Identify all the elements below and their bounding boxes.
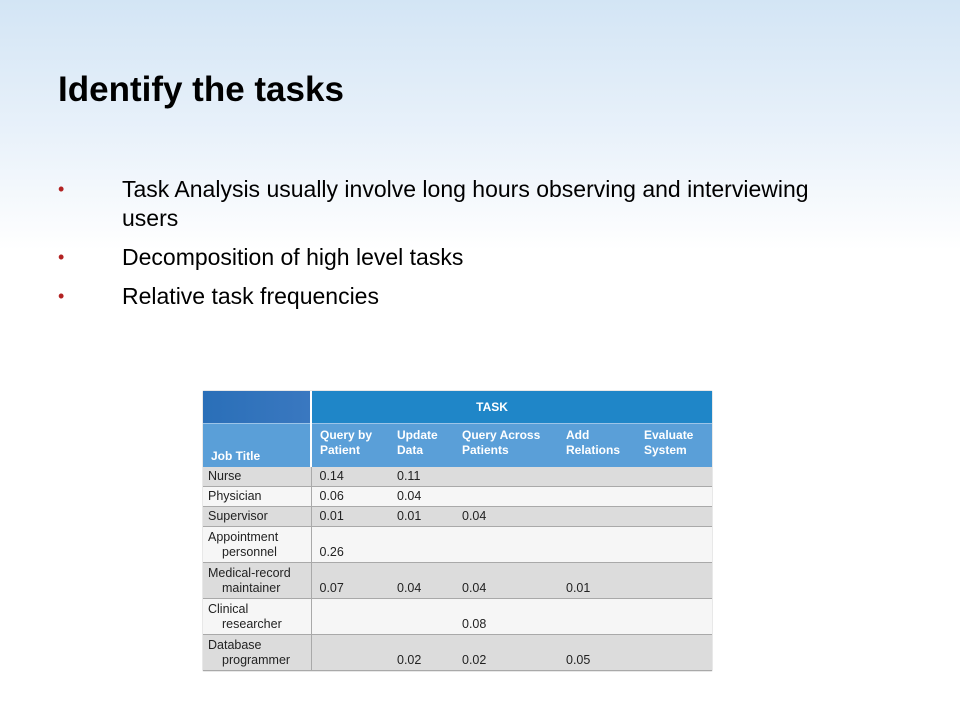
frequency-cell: 0.07 — [311, 563, 389, 599]
table-row — [203, 507, 712, 527]
frequency-cell — [558, 467, 636, 487]
bullet-list — [58, 175, 858, 321]
frequency-cell — [454, 527, 558, 563]
frequency-cell — [558, 599, 636, 635]
frequency-cell: 0.26 — [311, 527, 389, 563]
column-header: Add Relations — [558, 424, 636, 468]
column-header: Query Across Patients — [454, 424, 558, 468]
frequency-cell: 0.02 — [454, 635, 558, 671]
job-title-cell: Medical-record maintainer — [203, 563, 311, 599]
frequency-cell: 0.04 — [389, 487, 454, 507]
frequency-cell: 0.06 — [311, 487, 389, 507]
bullet-dot-icon: • — [58, 179, 65, 199]
bullet-item — [58, 282, 858, 311]
frequency-cell: 0.14 — [311, 467, 389, 487]
job-title-header: Job Title — [203, 424, 311, 468]
job-title-cell: Clinical researcher — [203, 599, 311, 635]
frequency-cell — [389, 527, 454, 563]
column-header: Update Data — [389, 424, 454, 468]
frequency-cell: 0.08 — [454, 599, 558, 635]
job-title-cell: Physician — [203, 487, 311, 507]
column-header: Query by Patient — [311, 424, 389, 468]
frequency-cell: 0.11 — [389, 467, 454, 487]
job-title-cell: Database programmer — [203, 635, 311, 671]
frequency-cell: 0.04 — [389, 563, 454, 599]
frequency-cell — [636, 527, 712, 563]
bullet-text: Relative task frequencies — [122, 283, 379, 309]
frequency-cell — [558, 507, 636, 527]
frequency-cell — [636, 487, 712, 507]
frequency-cell: 0.01 — [311, 507, 389, 527]
bullet-text: Task Analysis usually involve long hours observing and interviewing users — [122, 176, 809, 231]
table-row — [203, 527, 712, 563]
table-row — [203, 599, 712, 635]
frequency-cell — [636, 467, 712, 487]
table-row — [203, 467, 712, 487]
column-header: Evaluate System — [636, 424, 712, 468]
job-title-cell: Appointment personnel — [203, 527, 311, 563]
frequency-cell: 0.05 — [558, 635, 636, 671]
frequency-cell — [636, 599, 712, 635]
job-title-cell: Nurse — [203, 467, 311, 487]
slide-title: Identify the tasks — [58, 70, 344, 109]
frequency-cell — [636, 563, 712, 599]
frequency-cell — [558, 487, 636, 507]
frequency-cell — [636, 507, 712, 527]
bullet-item — [58, 175, 858, 233]
bullet-text: Decomposition of high level tasks — [122, 244, 464, 270]
table-row — [203, 635, 712, 671]
bullet-item — [58, 243, 858, 272]
table-row — [203, 487, 712, 507]
frequency-cell — [311, 599, 389, 635]
frequency-cell — [454, 487, 558, 507]
task-group-header: TASK — [311, 391, 712, 424]
frequency-cell — [311, 635, 389, 671]
frequency-cell — [389, 599, 454, 635]
job-title-cell: Supervisor — [203, 507, 311, 527]
bullet-dot-icon: • — [58, 286, 65, 306]
table-row — [203, 563, 712, 599]
frequency-cell: 0.01 — [389, 507, 454, 527]
frequency-cell: 0.04 — [454, 507, 558, 527]
frequency-cell — [636, 635, 712, 671]
frequency-cell: 0.04 — [454, 563, 558, 599]
frequency-cell — [454, 467, 558, 487]
frequency-cell: 0.02 — [389, 635, 454, 671]
table-corner-cell — [203, 391, 311, 424]
task-frequency-table — [203, 391, 712, 671]
frequency-cell — [558, 527, 636, 563]
bullet-dot-icon: • — [58, 247, 65, 267]
frequency-cell: 0.01 — [558, 563, 636, 599]
